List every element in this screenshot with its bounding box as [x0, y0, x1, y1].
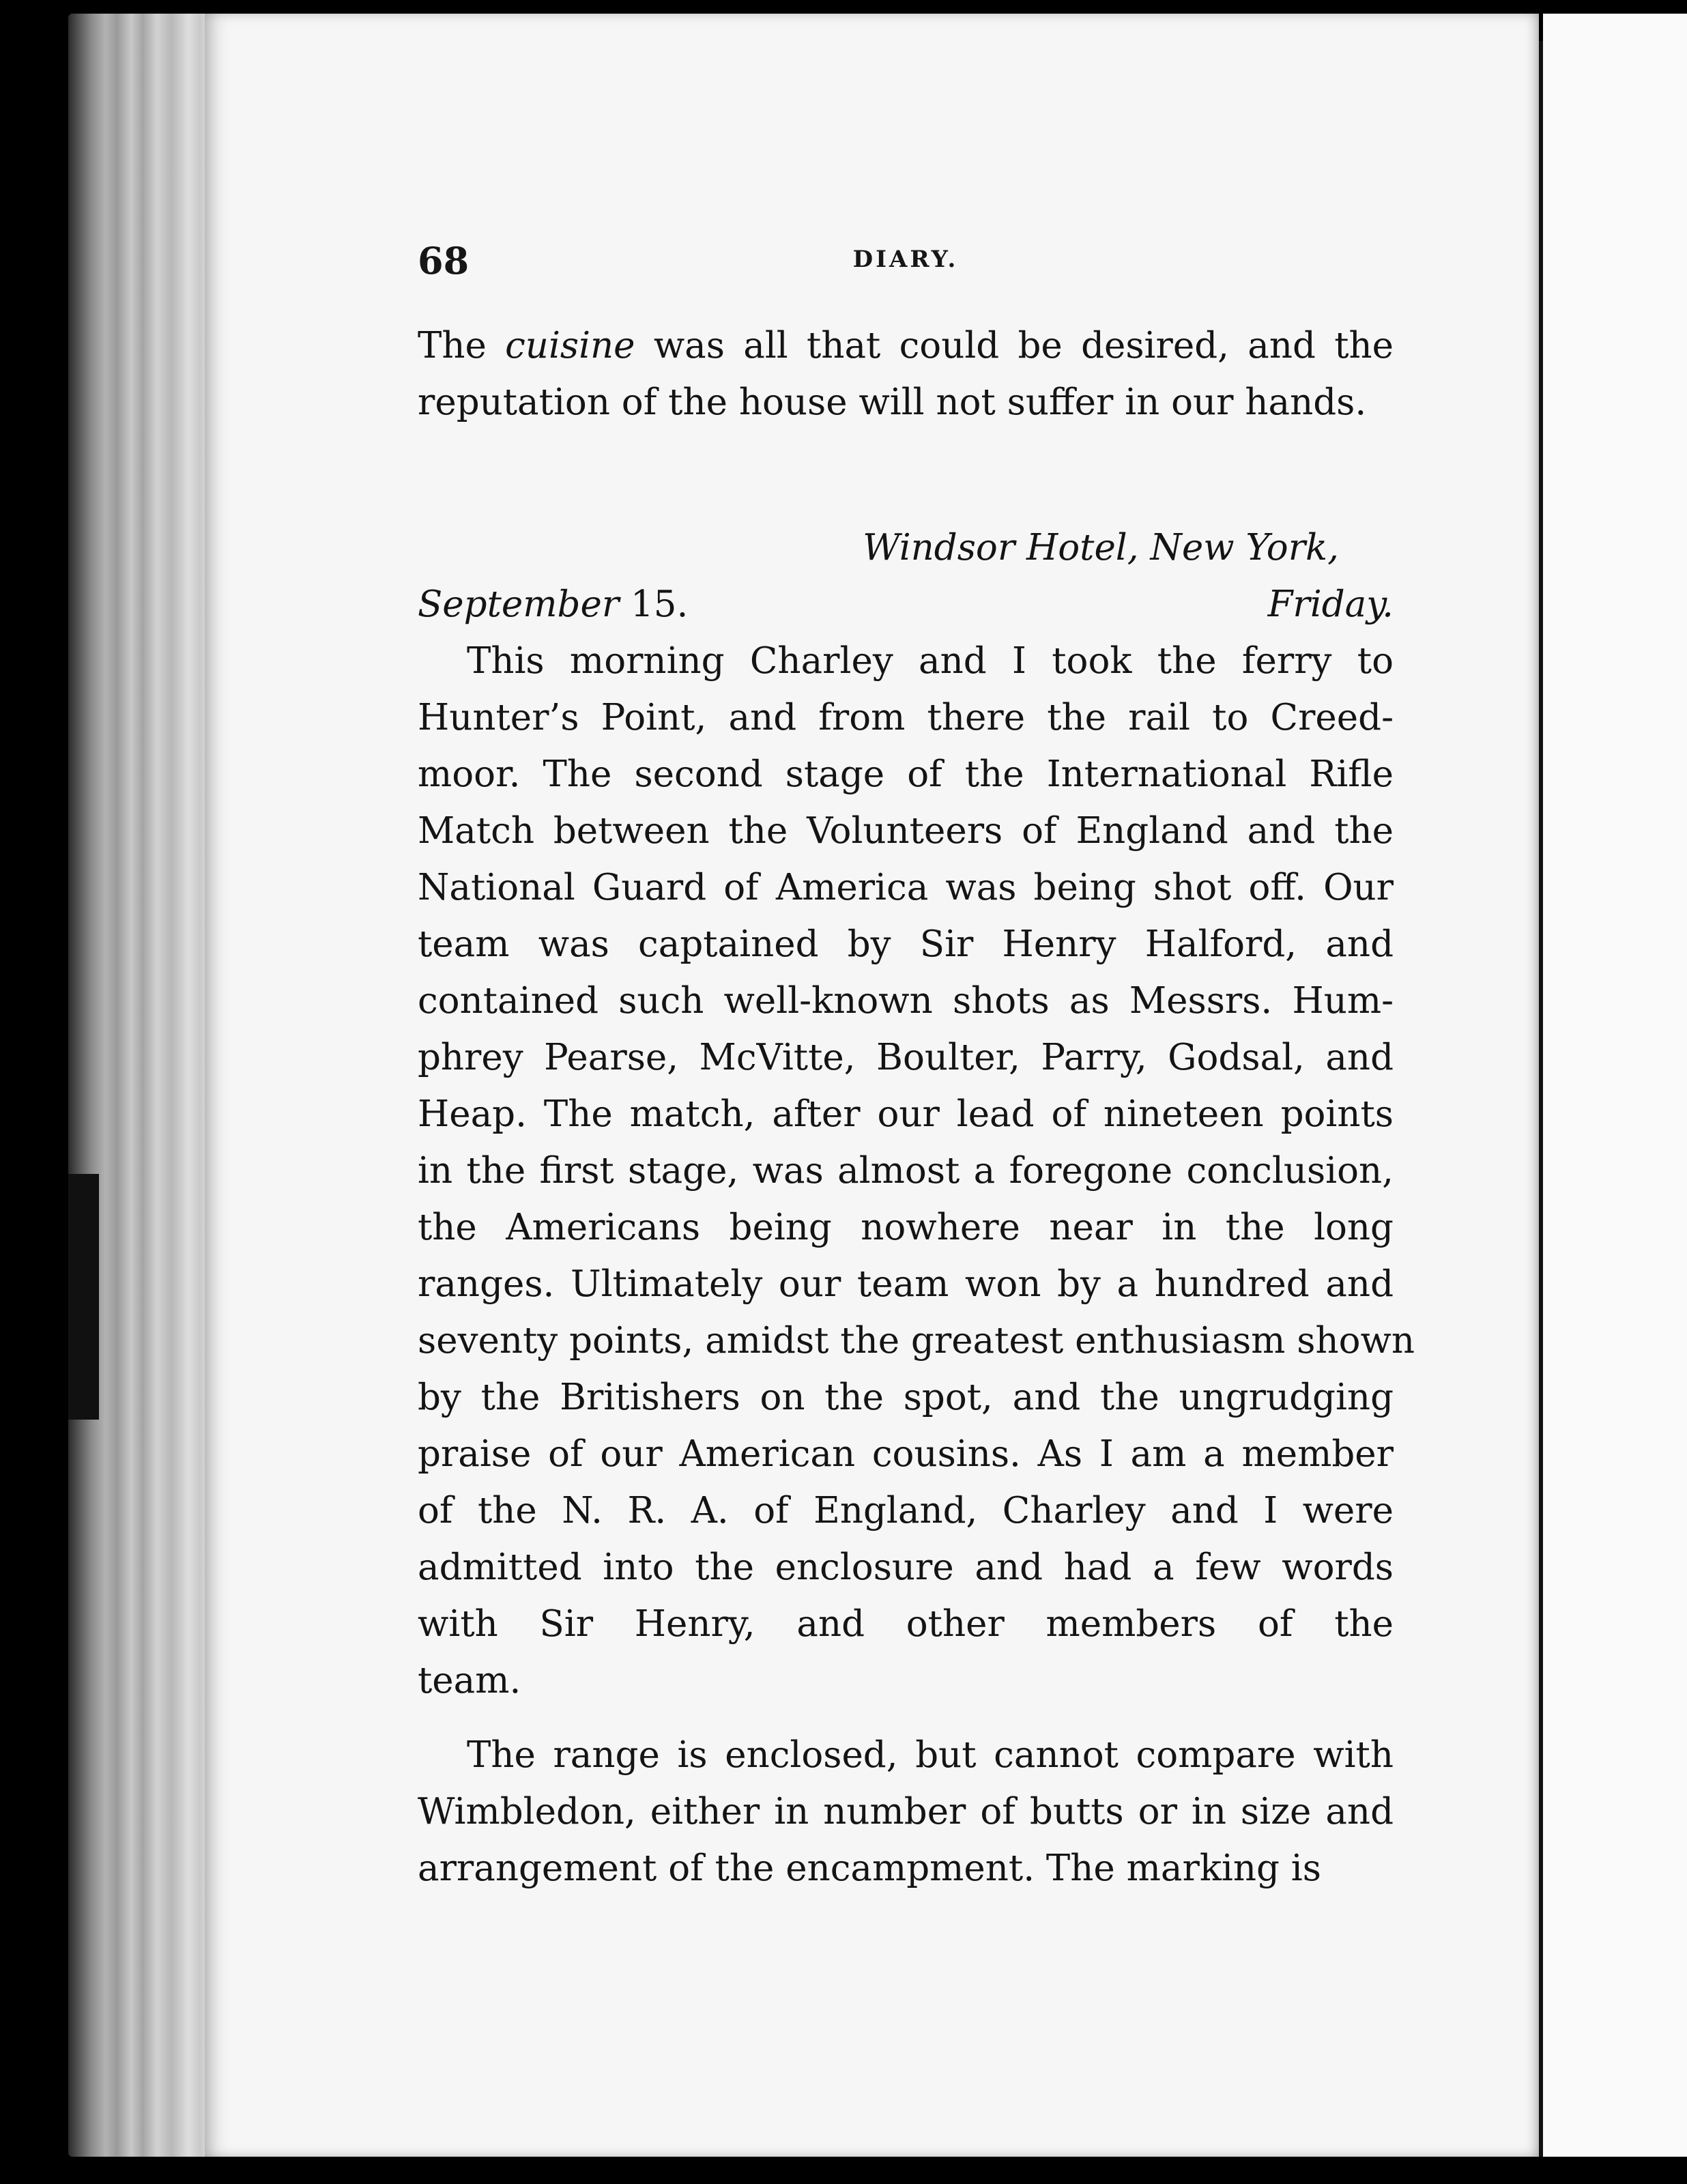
text-fragment: was all that could be desired, and the: [635, 325, 1394, 367]
running-title: DIARY.: [852, 246, 959, 273]
carryover-line-2: reputation of the house will not suffer in our hands.: [418, 382, 1367, 423]
text-line: National Guard of America was being shot off. Our: [418, 867, 1394, 908]
entry-date-left: [418, 576, 688, 633]
section-break: [418, 431, 1394, 519]
italic-word: cuisine: [505, 325, 635, 367]
entry-month: September: [418, 584, 620, 625]
text-line: Heap. The match, after our lead of nineteen points: [418, 1093, 1394, 1135]
text-line: with Sir Henry, and other members of the: [418, 1603, 1394, 1645]
text-line: Hunter’s Point, and from there the rail to Creed-: [418, 697, 1394, 738]
text-line: of the N. R. A. of England, Charley and I were: [418, 1490, 1394, 1532]
text-line: contained such well-known shots as Messrs. Hum-: [418, 980, 1394, 1022]
text-line: arrangement of the encampment. The marking is: [418, 1848, 1321, 1889]
text-fragment: The: [418, 325, 506, 367]
text-line: The range is enclosed, but cannot compare with: [467, 1734, 1394, 1776]
entry-day: 15.: [631, 584, 689, 625]
text-line: ranges. Ultimately our team won by a hundred and: [418, 1263, 1394, 1305]
text-line: This morning Charley and I took the ferry to: [467, 640, 1394, 682]
entry-date: [418, 576, 1394, 633]
text-line: by the Britishers on the spot, and the ungrudging: [418, 1377, 1394, 1418]
carryover-line-1: [418, 317, 1394, 374]
page-number: 68: [418, 239, 470, 283]
text-line: Wimbledon, either in number of butts or in size and: [418, 1791, 1394, 1833]
text-line: praise of our American cousins. As I am a member: [418, 1433, 1394, 1475]
text-line: in the first stage, was almost a foregone conclusion,: [418, 1150, 1394, 1192]
paragraph-gap: [418, 1709, 1394, 1727]
page-edges: [68, 14, 212, 2157]
text-line: the Americans being nowhere near in the long: [418, 1207, 1394, 1248]
paragraph-1: [418, 633, 1415, 1709]
text-line: seventy points, amidst the greatest enthusiasm shown: [418, 1320, 1415, 1362]
text-line: team was captained by Sir Henry Halford, and: [418, 923, 1394, 965]
entry-place: Windsor Hotel, New York,: [863, 527, 1339, 569]
entry-weekday: Friday.: [1267, 584, 1394, 625]
text-line: phrey Pearse, McVitte, Boulter, Parry, Godsal, and: [418, 1037, 1394, 1078]
text-line: Match between the Volunteers of England and the: [418, 810, 1394, 852]
facing-page-edge: [1543, 14, 1687, 2157]
paragraph-2: [418, 1727, 1394, 1897]
text-line: team.: [418, 1660, 521, 1701]
text-line: moor. The second stage of the International Rifle: [418, 753, 1394, 795]
body-text: [418, 317, 1415, 1897]
running-head: [418, 239, 1394, 283]
text-line: admitted into the enclosure and had a few words: [418, 1547, 1394, 1588]
